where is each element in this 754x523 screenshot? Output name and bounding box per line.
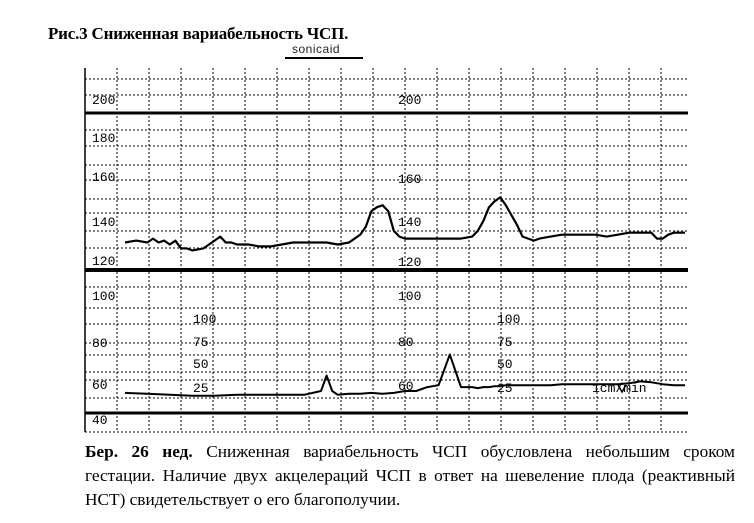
y-tick-mid: 160 bbox=[398, 172, 422, 187]
y-tick-left: 100 bbox=[92, 289, 116, 304]
y-tick-mid: 100 bbox=[398, 289, 422, 304]
y-tick-left: 80 bbox=[92, 336, 108, 351]
ua-tick-left: 25 bbox=[193, 381, 209, 396]
y-tick-left: 40 bbox=[92, 413, 108, 428]
y-tick-mid: 60 bbox=[398, 379, 414, 394]
figure-title: Рис.3 Сниженная вариабельность ЧСП. bbox=[48, 24, 349, 43]
ua-tick-right: 50 bbox=[497, 357, 513, 372]
y-tick-mid: 140 bbox=[398, 215, 422, 230]
y-tick-mid: 200 bbox=[398, 93, 422, 108]
y-tick-left: 200 bbox=[92, 93, 116, 108]
y-tick-left: 60 bbox=[92, 378, 108, 393]
paper-speed-label: 1cm/min bbox=[592, 381, 647, 396]
ua-tick-left: 75 bbox=[193, 335, 209, 350]
y-tick-left: 160 bbox=[92, 170, 116, 185]
y-tick-mid: 120 bbox=[398, 255, 422, 270]
figure-caption bbox=[85, 440, 735, 512]
chart-grid bbox=[85, 68, 688, 432]
sonicaid-brand-label: sonicaid bbox=[292, 42, 341, 56]
tick-labels bbox=[92, 93, 647, 428]
y-tick-mid: 80 bbox=[398, 335, 414, 350]
y-tick-left: 140 bbox=[92, 215, 116, 230]
ua-tick-left: 50 bbox=[193, 357, 209, 372]
ua-tick-right: 75 bbox=[497, 335, 513, 350]
caption-lead: Бер. 26 нед. bbox=[85, 442, 193, 461]
caption-text: Сниженная вариабельность ЧСП обусловлена небольшим сроком гестации. Наличие двух акцелераций ЧСП в ответ на шевеление плода (реактивный НСТ) свидетельствует о его благополучии. bbox=[85, 442, 735, 509]
y-tick-left: 180 bbox=[92, 131, 116, 146]
ua-tick-left: 100 bbox=[193, 312, 217, 327]
y-tick-left: 120 bbox=[92, 254, 116, 269]
ua-tick-right: 25 bbox=[497, 381, 513, 396]
ua-tick-right: 100 bbox=[497, 312, 521, 327]
